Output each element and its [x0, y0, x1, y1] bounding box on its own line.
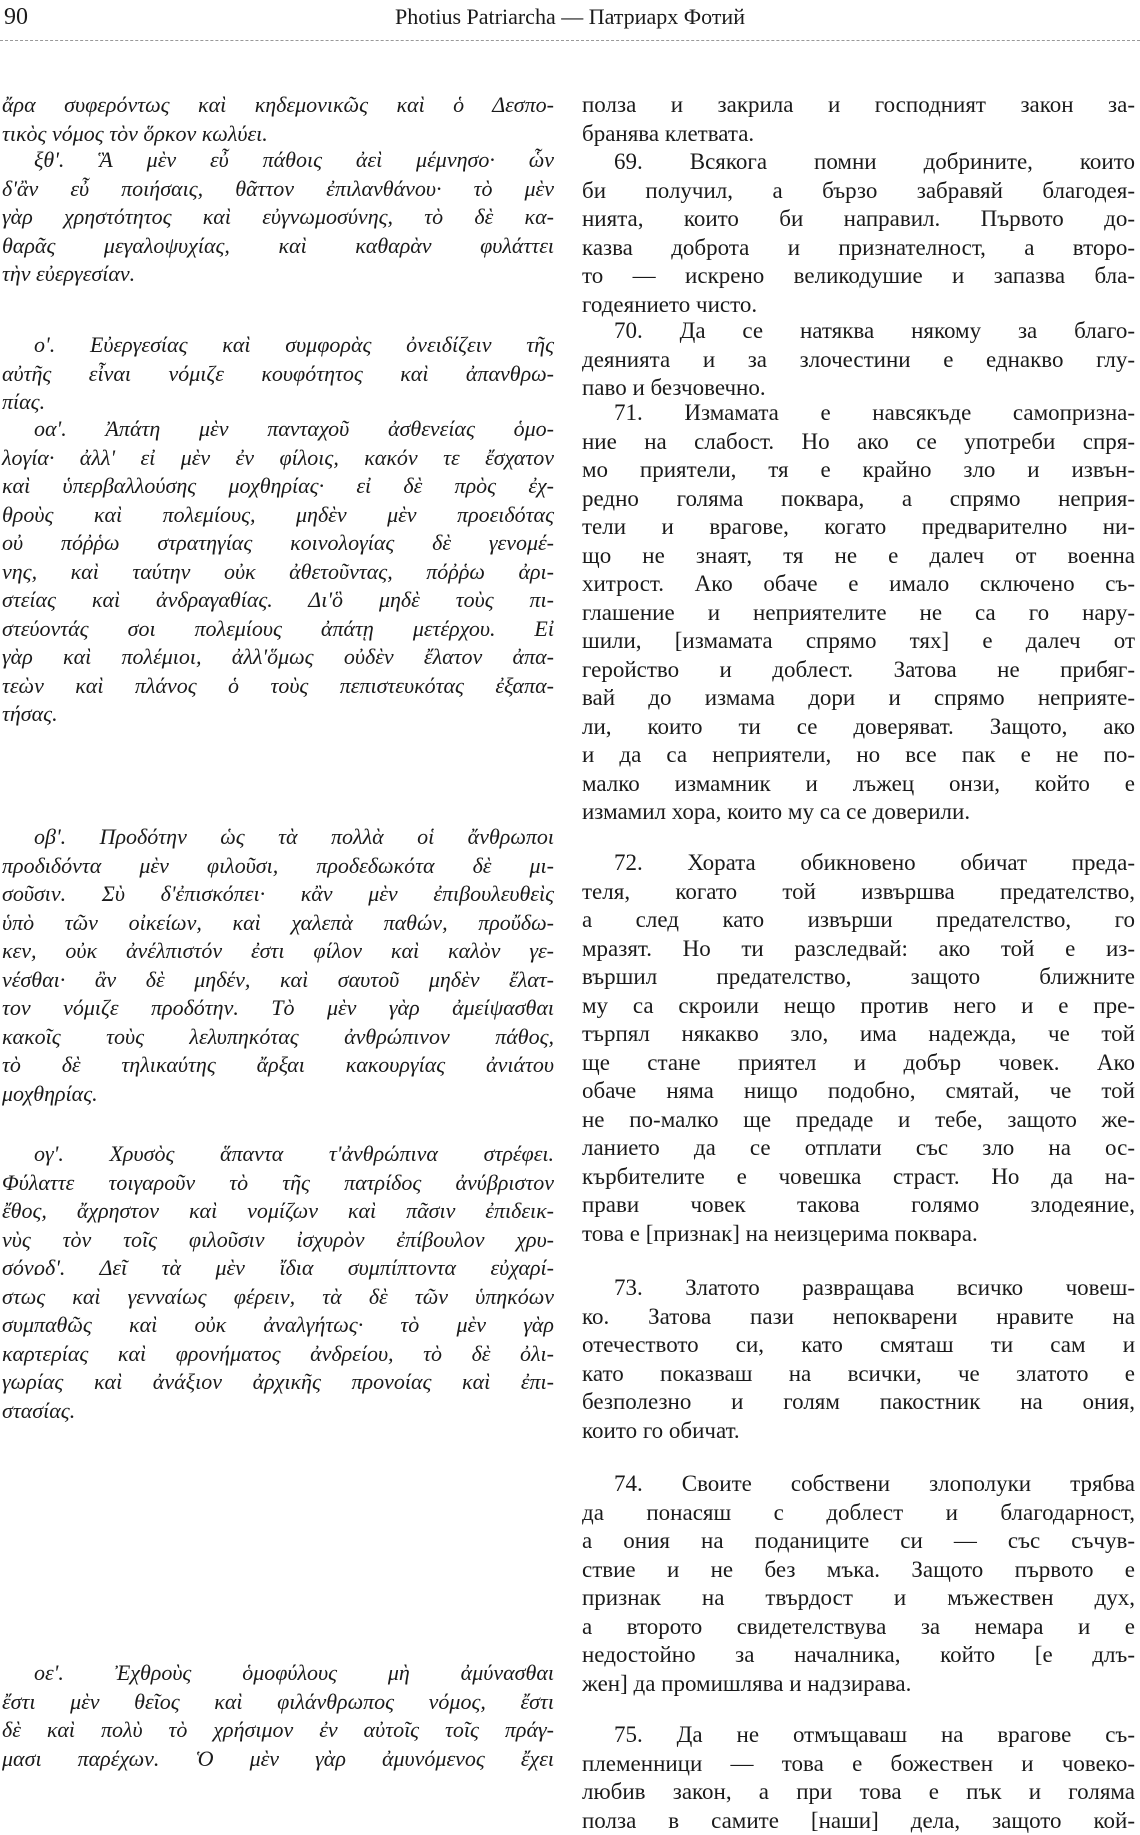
text-line: νὺς τὸν τοῖς φιλοῦσιν ἰσχυρὸν ἐπίβουλον χρυ-	[2, 1226, 554, 1255]
text-line: Φύλαττε τοιγαροῦν τὸ τῆς πατρίδος ἀνύβριστον	[2, 1169, 554, 1198]
text-line: тели и врагове, когато предварително ни-	[582, 513, 1135, 542]
text-line: признак на твърдост и мъжествен дух,	[582, 1584, 1135, 1613]
text-line: αὐτῆς εἶναι νόμιζε κουφότητος καὶ ἀπανθρω-	[2, 360, 554, 389]
text-line: γὰρ καὶ πολέμιοι, ἀλλ'ὅμως οὐδὲν ἔλατον ἀπα-	[2, 643, 554, 672]
bulgarian-paragraph	[582, 849, 1135, 1248]
text-line: вършил предателство, защото ближните	[582, 963, 1135, 992]
text-line: οδ'. Δεῖ τὰ μὲν ἴδια συμπίπτοντα εὐχαρί-	[2, 1254, 554, 1283]
bulgarian-paragraph	[582, 317, 1135, 403]
text-line: σόν.	[2, 1254, 554, 1283]
text-line: годеянието чисто.	[582, 291, 1135, 320]
text-line: безполезно и голям пакостник на ония,	[582, 1388, 1135, 1417]
text-line: 70. Да се натяква някому за благо-	[582, 317, 1135, 346]
text-line: 72. Хората обикновено обичат преда-	[582, 849, 1135, 878]
text-line: шили, [измамата спрямо тях] е далеч от	[582, 627, 1135, 656]
text-line: не по-малко ще предаде и тебе, защото же-	[582, 1106, 1135, 1135]
text-line: мразят. Но ти разследвай: ако той е из-	[582, 935, 1135, 964]
text-line: λογία· ἀλλ' εἰ μὲν ἐν φίλοις, κακόν τε ἔσχατον	[2, 444, 554, 473]
text-line: τὴν εὐεργεσίαν.	[2, 260, 554, 289]
text-line: καρτερίας καὶ φρονήματος ἀνδρείου, τὸ δὲ ὀλι-	[2, 1340, 554, 1369]
running-header-title: Photius Patriarcha — Патриарх Фотий	[0, 4, 1140, 30]
text-line: ὑπὸ τῶν οἰκείων, καὶ χαλεπὰ παθών, προὔδω-	[2, 909, 554, 938]
page-number: 90	[4, 4, 28, 31]
greek-paragraph	[2, 146, 554, 289]
text-line: δ'ἂν εὖ ποιήσαις, θᾶττον ἐπιλανθάνου· τὸ μὲν	[2, 175, 554, 204]
bulgarian-paragraph	[582, 148, 1135, 319]
text-line: στως καὶ γενναίως φέρειν, τὰ δὲ τῶν ὑπηκόων	[2, 1283, 554, 1312]
text-line: бранява клетвата.	[582, 120, 1135, 149]
text-line: νης, καὶ ταύτην οὐκ ἀθετοῦντας, πόῤῥω ἀρι-	[2, 558, 554, 587]
text-line: τικὸς νόμος τὸν ὅρκον κωλύει.	[2, 120, 554, 149]
greek-paragraph	[2, 1254, 554, 1425]
text-line: глашение и неприятелите не са го нару-	[582, 599, 1135, 628]
text-line: като показваш на всички, че златото е	[582, 1360, 1135, 1389]
text-line: κεν, οὐκ ἀνέλπιστόν ἐστι φίλον καὶ καλὸν γε-	[2, 937, 554, 966]
text-line: любив закон, а при това е пък и голяма	[582, 1778, 1135, 1807]
text-line: σοῦσιν. Σὺ δ'ἐπισκόπει· κἂν μὲν ἐπιβουλευθεὶς	[2, 880, 554, 909]
text-line: στείας καὶ ἀνδραγαθίας. Δι'ὃ μηδὲ τοὺς πι-	[2, 586, 554, 615]
text-line: отечеството си, като смяташ ти сам и	[582, 1331, 1135, 1360]
text-line: а ония на поданиците си — със съчув-	[582, 1527, 1135, 1556]
text-line: προδιδόντα μὲν φιλοῦσι, προδεδωκότα δὲ μι-	[2, 852, 554, 881]
text-line: τεὼν καὶ πλάνος ὁ τοὺς πεπιστευκότας ἐξαπα-	[2, 672, 554, 701]
header-rule	[0, 40, 1140, 41]
text-line: хитрост. Ако обаче е имало сключено съ-	[582, 570, 1135, 599]
greek-paragraph	[2, 1659, 554, 1773]
text-line: τὸ δὲ τηλικαύτης ἄρξαι κακουργίας ἀνιάτου	[2, 1051, 554, 1080]
text-line: измамил хора, които му са се доверили.	[582, 798, 1135, 827]
text-line: то — искрено великодушие и запазва бла-	[582, 262, 1135, 291]
text-line: οὐ πόῤῥω στρατηγίας κοινολογίας δὲ γενομέ-	[2, 529, 554, 558]
text-line: а второто свидетелствува за немара и е	[582, 1613, 1135, 1642]
text-line: θαρᾶς μεγαλοψυχίας, καὶ καθαρὰν φυλάττει	[2, 232, 554, 261]
bulgarian-paragraph	[582, 399, 1135, 827]
text-line: ствие и не без мъка. Защото първото е	[582, 1556, 1135, 1585]
text-line: στασίας.	[2, 1397, 554, 1426]
text-line: θροὺς καὶ πολεμίους, μηδὲν μὲν προειδότας	[2, 501, 554, 530]
text-line: редно голяма поквара, а спрямо неприя-	[582, 485, 1135, 514]
text-line: τον νόμιζε προδότην. Τὸ μὲν γὰρ ἀμείψασθαι	[2, 994, 554, 1023]
text-line: ли, които ти се доверяват. Защото, ако	[582, 713, 1135, 742]
text-line: ние на слабост. Но ако се употреби спря-	[582, 428, 1135, 457]
text-line: и да са неприятели, но все пак е не по-	[582, 741, 1135, 770]
text-line: ко. Затова пази непокварени нравите на	[582, 1303, 1135, 1332]
text-line: μοχθηρίας.	[2, 1080, 554, 1109]
text-line: ο'. Εὐεργεσίας καὶ συμφορὰς ὀνειδίζειν τῆς	[2, 331, 554, 360]
text-line: μασι παρέχων. Ὁ μὲν γὰρ ἀμυνόμενος ἔχει	[2, 1745, 554, 1774]
text-line: недостойно за началника, който [е длъ-	[582, 1641, 1135, 1670]
text-line: ογ'. Χρυσὸς ἅπαντα τ'ἀνθρώπινα στρέφει.	[2, 1140, 554, 1169]
text-line: геройство и доблест. Затова не прибяг-	[582, 656, 1135, 685]
text-line: обаче няма нищо подобно, смятай, че той	[582, 1077, 1135, 1106]
text-line: 69. Всякога помни добрините, които	[582, 148, 1135, 177]
text-line: племенници — това е божествен и човеко-	[582, 1750, 1135, 1779]
text-line: жен] да промишлява и надзирава.	[582, 1670, 1135, 1699]
text-line: 73. Златото развращава всичко човеш-	[582, 1274, 1135, 1303]
text-line: γωρίας καὶ ἀνάξιον ἀρχικῆς προνοίας καὶ ἐπι-	[2, 1368, 554, 1397]
greek-paragraph	[2, 415, 554, 729]
bulgarian-paragraph	[582, 1721, 1135, 1835]
text-line: нията, които би направил. Първото до-	[582, 205, 1135, 234]
text-line: ἄρα συφερόντως καὶ κηδεμονικῶς καὶ ὁ Δεσπο-	[2, 91, 554, 120]
text-line: мо приятели, тя е крайно зло и извън-	[582, 456, 1135, 485]
text-line: му са скроили нещо против него и е пре-	[582, 992, 1135, 1021]
text-line: ланието да се отплати със зло на ос-	[582, 1134, 1135, 1163]
bulgarian-paragraph	[582, 1470, 1135, 1698]
text-line: що не знаят, тя не е далеч от военна	[582, 542, 1135, 571]
text-line: вай до измама дори и спрямо неприяте-	[582, 684, 1135, 713]
text-line: πίας.	[2, 388, 554, 417]
text-line: 74. Своите собствени злополуки трябва	[582, 1470, 1135, 1499]
greek-paragraph	[2, 823, 554, 1108]
text-line: би получил, а бързо забравяй благодея-	[582, 177, 1135, 206]
text-line: νέσθαι· ἂν δὲ μηδέν, καὶ σαυτοῦ μηδὲν ἔλατ-	[2, 966, 554, 995]
text-line: да понасяш с доблест и благодарност,	[582, 1499, 1135, 1528]
greek-paragraph	[2, 91, 554, 148]
bulgarian-paragraph	[582, 91, 1135, 148]
text-line: малко измамник и лъжец онзи, който е	[582, 770, 1135, 799]
text-line: а след като извърши предателство, го	[582, 906, 1135, 935]
text-line: οα'. Ἀπάτη μὲν πανταχοῦ ἀσθενείας ὁμο-	[2, 415, 554, 444]
text-line: οε'. Ἐχθροὺς ὁμοφύλους μὴ ἀμύνασθαι	[2, 1659, 554, 1688]
text-line: които го обичат.	[582, 1417, 1135, 1446]
text-line: οβ'. Προδότην ὡς τὰ πολλὰ οἱ ἄνθρωποι	[2, 823, 554, 852]
text-line: ξθ'. Ἃ μὲν εὖ πάθοις ἀεὶ μέμνησο· ὧν	[2, 146, 554, 175]
text-line: теля, когато той извършва предателство,	[582, 878, 1135, 907]
text-line: 71. Измамата е навсякъде самопризна-	[582, 399, 1135, 428]
text-line: ἔθος, ἄχρηστον καὶ νομίζων καὶ πᾶσιν ἐπιδεικ-	[2, 1197, 554, 1226]
text-line: ἔστι μὲν θεῖος καὶ φιλάνθρωπος νόμος, ἔστι	[2, 1688, 554, 1717]
text-line: ще стане приятел и добър човек. Ако	[582, 1049, 1135, 1078]
text-line: полза в самите [наши] дела, защото кой-	[582, 1807, 1135, 1835]
text-line: кърбителите е човешка страст. Но да на-	[582, 1163, 1135, 1192]
text-line: полза и закрила и господният закон за-	[582, 91, 1135, 120]
text-line: деянията и за злочестини е еднакво глу-	[582, 346, 1135, 375]
text-line: τήσας.	[2, 700, 554, 729]
text-line: συμπαθῶς καὶ οὐκ ἀναλγήτως· τὸ μὲν γὰρ	[2, 1311, 554, 1340]
bulgarian-paragraph	[582, 1274, 1135, 1445]
text-line: καὶ ὑπερβαλλούσης μοχθηρίας· εἰ δὲ πρὸς ἐχ-	[2, 472, 554, 501]
text-line: паво и безчовечно.	[582, 374, 1135, 403]
text-line: търпял някакво зло, има надежда, че той	[582, 1020, 1135, 1049]
text-line: прави човек такова голямо злодеяние,	[582, 1191, 1135, 1220]
text-line: казва доброта и признателност, а второ-	[582, 234, 1135, 263]
text-line: 75. Да не отмъщаваш на врагове съ-	[582, 1721, 1135, 1750]
text-line: това е [признак] на неизцерима поквара.	[582, 1220, 1135, 1249]
greek-paragraph	[2, 331, 554, 417]
text-line: γὰρ χρηστότητος καὶ εὐγνωμοσύνης, τὸ δὲ κα-	[2, 203, 554, 232]
text-line: δὲ καὶ πολὺ τὸ χρήσιμον ἐν αὐτοῖς τοῖς πράγ-	[2, 1716, 554, 1745]
text-line: κακοῖς τοὺς λελυπηκότας ἀνθρώπινον πάθος,	[2, 1023, 554, 1052]
text-line: στεύοντάς σοι πολεμίους ἀπάτῃ μετέρχου. Εἰ	[2, 615, 554, 644]
